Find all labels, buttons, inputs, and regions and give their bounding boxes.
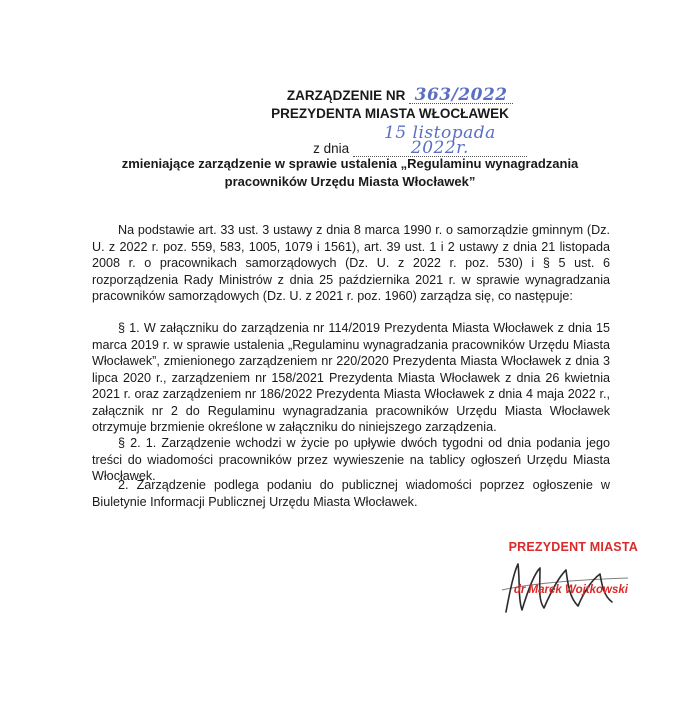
decree-authority: PREZYDENTA MIASTA WŁOCŁAWEK bbox=[271, 106, 509, 121]
section-2-paragraph: § 2. 1. Zarządzenie wchodzi w życie po upływie dwóch tygodni od dnia podania jego treści do wiadomości pracowników przez wywieszenie na tablicy ogłoszeń Urzędu Miasta Włocławek. bbox=[92, 436, 610, 483]
preamble-paragraph: Na podstawie art. 33 ust. 3 ustawy z dnia 8 marca 1990 r. o samorządzie gminnym (Dz. U. z 2022 r. poz. 559, 583, 1005, 1079 i 1561), art. 39 ust. 1 i 2 ustawy z dnia 21 listopada 2008 r. o pracownikach samorządowych (Dz. U. z 2022 r. poz. 530) i § 5 ust. 6 rozporządzenia Rady Ministrów z dnia 25 października 2021 r. w sprawie wynagradzania pracowników samorządowych (Dz. U. z 2021 r. poz. 1960) zarządza się, co następuje: bbox=[92, 223, 610, 303]
decree-subject: zmieniające zarządzenie w sprawie ustalenia „Regulaminu wynagradzania pracowników Urzędu Miasta Włocławek” bbox=[121, 156, 579, 189]
section-1-paragraph: § 1. W załączniku do zarządzenia nr 114/2019 Prezydenta Miasta Włocławek z dnia 15 marca 2019 r. w sprawie ustalenia „Regulaminu wynagradzania pracowników Urzędu Miasta Włocławek”, zmienionego zarządzeniem nr 220/2020 Prezydenta Miasta Włocławek z dnia 3 lipca 2020 r., zarządzeniem nr 158/2021 Prezydenta Miasta Włocławek z dnia 26 kwietnia 2021 r. oraz zarządzeniem nr 186/2022 Prezydenta Miasta Włocławek z dnia 4 maja 2022 r., załącznik nr 2 do Regulaminu wynagradzania pracowników Urzędu Miasta Włocławek otrzymuje brzmienie określone w załączniku do niniejszego zarządzenia. bbox=[92, 321, 610, 434]
decree-title: ZARZĄDZENIE NR bbox=[286, 88, 406, 103]
date-handwritten: 15 listopada 2022r. bbox=[384, 123, 496, 158]
section-2-point-2-paragraph: 2. Zarządzenie podlega podaniu do publicznej wiadomości poprzez ogłoszenie w Biuletynie Informacji Publicznej Urzędu Miasta Włocławek. bbox=[92, 478, 610, 509]
decree-date-line bbox=[0, 123, 700, 158]
signature-block bbox=[488, 540, 638, 620]
signature-stamp-name: dr Marek Wojtkowski bbox=[513, 584, 628, 596]
signature-stamp-title: PREZYDENT MIASTA bbox=[508, 540, 638, 554]
decree-title-line bbox=[0, 85, 700, 105]
date-prefix: z dnia bbox=[313, 141, 350, 156]
decree-number-field bbox=[409, 85, 513, 105]
decree-number-handwritten: 363/2022 bbox=[414, 85, 508, 105]
date-field bbox=[353, 123, 527, 158]
